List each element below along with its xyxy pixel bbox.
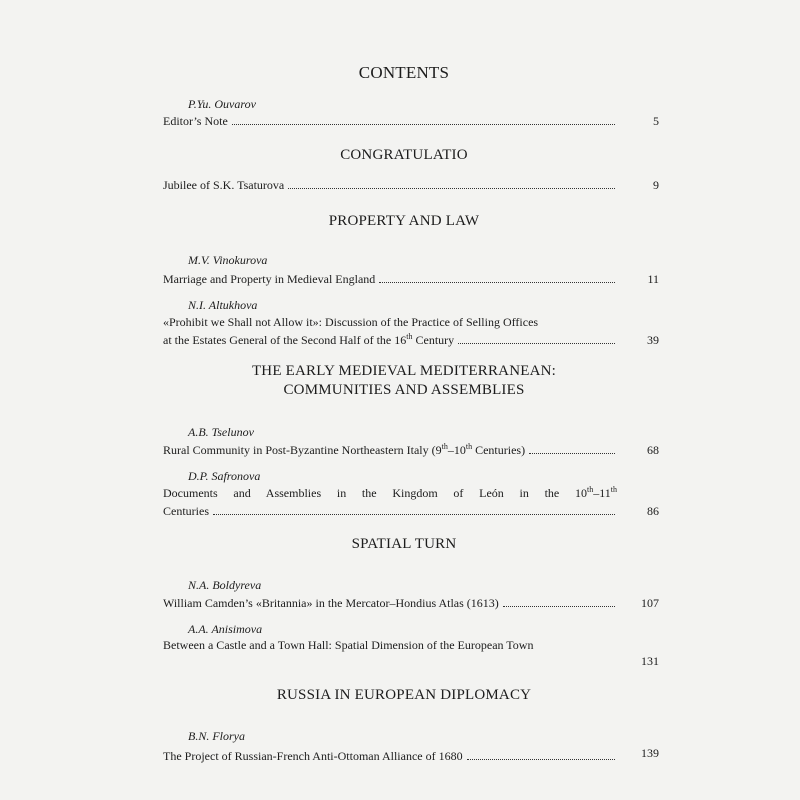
toc-entry-rural-community (163, 441, 615, 457)
superscript: th (406, 332, 413, 341)
toc-entry-russian-french-alliance (163, 747, 615, 763)
title-text: Centuries) (472, 443, 526, 457)
title-text: –10 (447, 443, 466, 457)
superscript: th (441, 442, 448, 451)
author-vinokurova: M.V. Vinokurova (188, 253, 268, 267)
dot-leader (458, 343, 615, 344)
dot-leader (288, 188, 615, 189)
author-ouvarov: P.Yu. Ouvarov (188, 97, 256, 111)
superscript: th (465, 442, 473, 451)
entry-title (163, 443, 525, 457)
toc-entry-editors-note (163, 112, 615, 128)
title-text: Rural Community in Post-Byzantine Northeastern Italy (9 (163, 443, 442, 457)
toc-entry-jubilee (163, 176, 615, 192)
page-number: 139 (641, 746, 659, 760)
section-heading-russia-diplomacy: RUSSIA IN EUROPEAN DIPLOMACY (276, 687, 532, 703)
page-title: CONTENTS (358, 63, 450, 82)
toc-entry-prohibit-line1: «Prohibit we Shall not Allow it»: Discussion of the Practice of Selling Offices (163, 315, 539, 329)
author-florya: B.N. Florya (188, 729, 245, 743)
section-heading-mediterranean-line2: COMMUNITIES AND ASSEMBLIES (283, 382, 525, 398)
toc-entry-castle-town-hall: Between a Castle and a Town Hall: Spatial Dimension of the European Town (163, 638, 534, 652)
page-number: 11 (647, 272, 659, 286)
entry-title: Editor’s Note (163, 114, 228, 128)
toc-entry-documents-line2 (163, 502, 615, 518)
page-number: 86 (647, 504, 659, 518)
section-heading-property-and-law: PROPERTY AND LAW (328, 213, 480, 229)
entry-title: The Project of Russian-French Anti-Ottoman Alliance of 1680 (163, 749, 463, 763)
dot-leader (379, 282, 615, 283)
page-number: 68 (647, 443, 659, 457)
title-text: –11 (593, 486, 611, 500)
superscript: th (610, 485, 617, 494)
entry-title: William Camden’s «Britannia» in the Mercator–Hondius Atlas (1613) (163, 596, 499, 610)
dot-leader (503, 606, 615, 607)
section-heading-spatial-turn: SPATIAL TURN (351, 536, 457, 552)
title-text: Century (412, 333, 455, 347)
section-heading-mediterranean-line1: THE EARLY MEDIEVAL MEDITERRANEAN: (251, 363, 557, 379)
page-number: 9 (653, 178, 659, 192)
title-text: at the Estates General of the Second Half of the 16 (163, 333, 407, 347)
dot-leader (529, 453, 615, 454)
superscript: th (586, 485, 594, 494)
page-number: 131 (641, 654, 659, 668)
page-number: 39 (647, 333, 659, 347)
toc-entry-prohibit-line2 (163, 331, 615, 347)
page-number: 5 (653, 114, 659, 128)
entry-title-cont (163, 333, 454, 347)
dot-leader (213, 514, 615, 515)
dot-leader (232, 124, 615, 125)
entry-title: Jubilee of S.K. Tsaturova (163, 178, 285, 192)
title-text: Documents and Assemblies in the Kingdom of León in the 10 (163, 486, 587, 500)
dot-leader (467, 759, 615, 760)
toc-entry-marriage-property (163, 270, 615, 286)
author-safronova: D.P. Safronova (188, 469, 261, 483)
toc-entry-documents-line1 (163, 486, 617, 502)
entry-title-cont: Centuries (163, 504, 209, 518)
author-anisimova: A.A. Anisimova (188, 622, 263, 636)
page-number: 107 (641, 596, 659, 610)
entry-title: Marriage and Property in Medieval England (163, 272, 376, 286)
section-heading-congratulatio: CONGRATULATIO (340, 147, 468, 163)
toc-entry-camden-britannia (163, 594, 615, 610)
author-tselunov: A.B. Tselunov (188, 425, 254, 439)
author-boldyreva: N.A. Boldyreva (188, 578, 262, 592)
author-altukhova: N.I. Altukhova (188, 298, 258, 312)
